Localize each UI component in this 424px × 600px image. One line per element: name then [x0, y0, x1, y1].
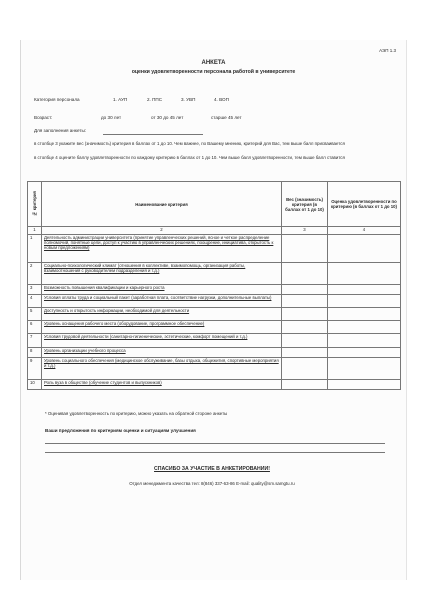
table-row — [28, 348, 401, 358]
score-cell[interactable] — [328, 235, 401, 263]
header-number: № критерия — [28, 182, 42, 227]
contacts-text: Отдел менеджмента качества тел: 8(846) 337-63-86 E-mail: quality@sm.samgtu.ru — [129, 481, 295, 486]
score-cell[interactable] — [328, 308, 401, 321]
col-number: 2 — [42, 227, 282, 235]
score-cell[interactable] — [328, 285, 401, 295]
score-cell[interactable] — [328, 334, 401, 348]
division-line[interactable] — [103, 134, 203, 135]
row-criterion: Социально-психологический климат (отношения в коллективе, взаимопомощь, организация работы, взаимоотношения с руководителем подразделения и т.д.) — [42, 263, 282, 285]
header-score: Оценка удовлетворенности по критерию (в баллах от 1 до 10) — [328, 182, 401, 227]
score-cell[interactable] — [328, 358, 401, 380]
instruction-1: в столбце 3 укажите вес (значимость) критерия в баллах от 1 до 10. Чем важнее, по Вашему мнению, критерий для Вас, тем выше балл присваивается — [34, 141, 345, 146]
row-number: 7 — [28, 334, 42, 348]
row-criterion: Условия оплаты труда и социальный пакет (заработная плата, соответствие нагрузки, дополнительные выплаты) — [42, 295, 282, 308]
table-header-row — [28, 182, 401, 227]
table-row — [28, 358, 401, 380]
header-weight: Вес (значимость) критерия (в баллах от 1 до 10) — [282, 182, 328, 227]
row-criterion: Возможность повышения квалификации и карьерного роста — [42, 285, 282, 295]
weight-cell[interactable] — [282, 308, 328, 321]
weight-cell[interactable] — [282, 348, 328, 358]
score-cell[interactable] — [328, 321, 401, 334]
division-label: Для заполнения анкеты: — [34, 128, 87, 133]
weight-cell[interactable] — [282, 295, 328, 308]
weight-cell[interactable] — [282, 235, 328, 263]
score-cell[interactable] — [328, 380, 401, 390]
weight-cell[interactable] — [282, 334, 328, 348]
weight-cell[interactable] — [282, 380, 328, 390]
category-option[interactable]: 3. УВП — [181, 97, 196, 102]
row-number: 10 — [28, 380, 42, 390]
category-option[interactable]: 4. ВОП — [214, 97, 229, 102]
category-option[interactable]: 2. ППС — [147, 97, 163, 102]
category-label: Категория персонала — [34, 97, 80, 102]
table-row — [28, 235, 401, 263]
weight-cell[interactable] — [282, 358, 328, 380]
row-criterion: Условия трудовой деятельности (санитарно-гигиенические, эстетические, комфорт помещений и т.д.) — [42, 334, 282, 348]
proposals-line[interactable] — [45, 443, 385, 444]
col-number: 3 — [282, 227, 328, 235]
age-label: Возраст: — [34, 115, 53, 120]
table-number-row — [28, 227, 401, 235]
col-number: 1 — [28, 227, 42, 235]
row-number: 3 — [28, 285, 42, 295]
row-criterion: Уровень оснащения рабочего места (оборудование, программное обеспечение) — [42, 321, 282, 334]
row-criterion: Уровень организации учебного процесса — [42, 348, 282, 358]
row-criterion: Доступность и открытость информации, необходимой для деятельности — [42, 308, 282, 321]
col-number: 4 — [328, 227, 401, 235]
age-option[interactable]: от 30 до 45 лет — [151, 115, 184, 120]
footnote: * Оценивая удовлетворенность по критерию, можно указать на обратной стороне анкеты — [45, 411, 228, 416]
proposals-label: Ваши предложения по критериям оценки и ситуациям улучшения — [45, 428, 196, 433]
doc-title: АНКЕТА — [201, 60, 226, 66]
criteria-table — [27, 181, 401, 390]
weight-cell[interactable] — [282, 285, 328, 295]
table-row — [28, 285, 401, 295]
table-row — [28, 334, 401, 348]
score-cell[interactable] — [328, 348, 401, 358]
row-number: 4 — [28, 295, 42, 308]
row-number: 5 — [28, 308, 42, 321]
score-cell[interactable] — [328, 295, 401, 308]
row-number: 8 — [28, 348, 42, 358]
proposals-line[interactable] — [45, 452, 385, 453]
table-row — [28, 308, 401, 321]
table-row — [28, 380, 401, 390]
age-option[interactable]: старше 45 лет — [211, 115, 242, 120]
row-criterion: Деятельность администрации университета (принятие управленческих решений, ясное и четкое распределение полномочий, понятные цели, доступ к участию в управленческих решениях, поощрение, инициатива, открытость к новым предложениям) — [42, 235, 282, 263]
row-criterion: Уровень социального обеспечения (медицинское обслуживание, базы отдыха, общежития, спортивные мероприятия и т.д.) — [42, 358, 282, 380]
table-row — [28, 263, 401, 285]
row-criterion: Роль вуза в обществе (обучение студентов и выпускников) — [42, 380, 282, 390]
instruction-2: в столбце 4 оцените баллу удовлетворенности по каждому критерию в баллах от 1 до 10. Чем выше балл удовлетворенности, тем выше балл ставится — [34, 155, 345, 160]
age-option[interactable]: до 30 лет — [101, 115, 122, 120]
score-cell[interactable] — [328, 263, 401, 285]
header-name: Наименование критерия — [42, 182, 282, 227]
row-number: 2 — [28, 263, 42, 285]
category-option[interactable]: 1. АУП — [113, 97, 128, 102]
weight-cell[interactable] — [282, 263, 328, 285]
doc-subtitle: оценки удовлетворенности персонала работой в университете — [131, 69, 296, 75]
row-number: 1 — [28, 235, 42, 263]
table-row — [28, 295, 401, 308]
thanks-text: СПАСИБО ЗА УЧАСТИЕ В АНКЕТИРОВАНИИ! — [154, 466, 270, 472]
row-number: 9 — [28, 358, 42, 380]
table-row — [28, 321, 401, 334]
row-number: 6 — [28, 321, 42, 334]
weight-cell[interactable] — [282, 321, 328, 334]
corner-code: АЭП 1.3 — [379, 48, 396, 53]
